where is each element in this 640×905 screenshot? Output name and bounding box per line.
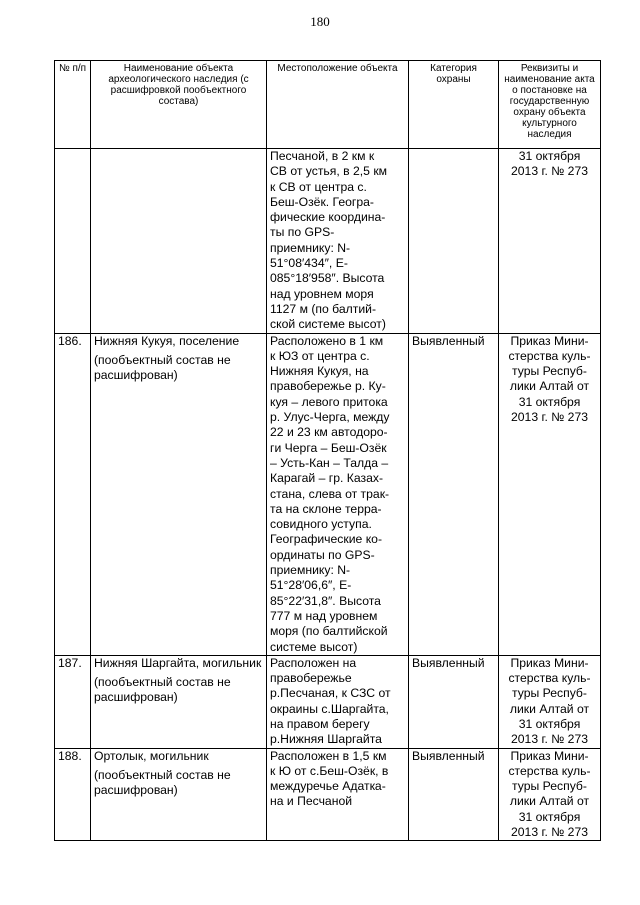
location-line: 085°18′958″. Высота (270, 271, 385, 286)
cell-category: Выявленный (409, 333, 499, 655)
location-line: 1127 м (по балтий- (270, 301, 377, 316)
object-name: Нижняя Кукуя, поселение (94, 333, 240, 348)
location-line: ты по GPS- (270, 225, 335, 240)
requisites-line: 2013 г. № 273 (510, 410, 589, 425)
location-line: приемнику: N- (270, 240, 351, 255)
object-name: Ортолык, могильник (94, 748, 209, 763)
location-line: ги Черга – Беш-Озёк (270, 440, 387, 455)
location-line: Песчаной, в 2 км к (270, 149, 375, 163)
table-row (55, 333, 601, 655)
cell-location (267, 149, 409, 334)
requisites-line: лики Алтай от (509, 379, 590, 394)
requisites-line: стерства куль- (508, 348, 591, 363)
heritage-register-table (54, 60, 601, 841)
requisites-line: 31 октября (518, 394, 581, 409)
location-line: моря (по балтийской (270, 624, 388, 639)
cell-requisites (499, 149, 601, 334)
location-line: правобережье р. Ку- (270, 379, 386, 394)
object-note: (пообъектный состав не расшифрован) (94, 767, 231, 798)
requisites-line: стерства куль- (508, 763, 591, 778)
location-line: куя – левого притока (270, 394, 388, 409)
cell-num: 188. (55, 748, 91, 841)
requisites-line: туры Респуб- (512, 364, 587, 379)
location-line: над уровнем моря (270, 286, 374, 301)
table-row (55, 748, 601, 841)
page-number: 180 (310, 14, 330, 29)
location-line: Беш-Озёк. Геогра- (270, 194, 374, 209)
cell-name (91, 748, 267, 841)
header-num: № п/п (55, 61, 91, 149)
requisites-line: 31 октября (518, 809, 581, 824)
header-requisites: Реквизиты и наименование акта о постановке на государственную охрану объекта культурного наследия (499, 61, 601, 149)
location-line: Нижняя Кукуя, на (270, 364, 369, 379)
location-line: Расположен в 1,5 км (270, 748, 387, 763)
cell-location (267, 333, 409, 655)
location-line: приемнику: N- (270, 563, 351, 578)
location-line: та на склоне терра- (270, 501, 382, 516)
location-line: ской системе высот) (270, 317, 386, 332)
requisites-line: 2013 г. № 273 (510, 732, 589, 747)
location-line: р.Песчаная, к СЗС от (270, 686, 391, 701)
cell-name (91, 149, 267, 334)
location-line: р. Улус-Черга, между (270, 410, 390, 425)
cell-requisites (499, 748, 601, 841)
cell-category: Выявленный (409, 655, 499, 748)
requisites-line: 2013 г. № 273 (510, 164, 589, 179)
requisites-line: лики Алтай от (509, 701, 590, 716)
location-line: к ЮЗ от центра с. (270, 348, 370, 363)
cell-num (55, 149, 91, 334)
location-line: фические координа- (270, 210, 386, 225)
requisites-line: 31 октября (518, 149, 581, 163)
location-line: междуречье Адаткa- (270, 779, 386, 794)
requisites-line: лики Алтай от (509, 794, 590, 809)
location-line: к Ю от с.Беш-Озёк, в (270, 763, 389, 778)
location-line: окраины с.Шаргайта, (270, 701, 389, 716)
location-line: на и Песчаной (270, 794, 353, 809)
location-line: Карагай – гр. Казах- (270, 471, 384, 486)
requisites-line: туры Респуб- (512, 779, 587, 794)
cell-num: 187. (55, 655, 91, 748)
location-line: СВ от устья, в 2,5 км (270, 164, 388, 179)
location-line: системе высот) (270, 639, 358, 654)
location-line: к СВ от центра с. (270, 179, 367, 194)
object-name: Нижняя Шаргайта, могильник (94, 655, 262, 670)
requisites-line: стерства куль- (508, 671, 591, 686)
object-note: (пообъектный состав не расшифрован) (94, 352, 231, 383)
location-line: Географические ко- (270, 532, 383, 547)
requisites-line: Приказ Мини- (510, 655, 589, 670)
cell-location (267, 748, 409, 841)
table-row-continuation (55, 149, 601, 334)
object-note: (пообъектный состав не расшифрован) (94, 675, 231, 705)
cell-category (409, 149, 499, 334)
location-line: 85°22′31,8″. Высота (270, 593, 381, 608)
cell-requisites (499, 655, 601, 748)
table-row (55, 655, 601, 748)
cell-num: 186. (55, 333, 91, 655)
requisites-line: 2013 г. № 273 (510, 825, 589, 840)
location-line: р.Нижняя Шаргайта (270, 732, 382, 747)
header-location: Местоположение объекта (267, 61, 409, 149)
location-line: совидного уступа. (270, 517, 372, 532)
location-line: ординаты по GPS- (270, 547, 375, 562)
cell-requisites (499, 333, 601, 655)
requisites-line: 31 октября (518, 716, 581, 731)
cell-name (91, 333, 267, 655)
location-line: на правом берегу (270, 716, 370, 731)
requisites-line: туры Респуб- (512, 686, 587, 701)
location-line: Расположено в 1 км (270, 333, 384, 348)
header-row (55, 61, 601, 149)
location-line: 777 м над уровнем (270, 608, 378, 623)
header-name: Наименование объекта археологического наследия (с расшифровкой пообъектного состава) (91, 61, 267, 149)
requisites-line: Приказ Мини- (510, 333, 589, 348)
location-line: Расположен на (270, 655, 357, 670)
cell-name (91, 655, 267, 748)
location-line: – Усть-Кан – Талда – (270, 455, 389, 470)
requisites-line: Приказ Мини- (510, 748, 589, 763)
location-line: 22 и 23 км автодоро- (270, 425, 388, 440)
location-line: стана, слева от трак- (270, 486, 390, 501)
location-line: 51°08′434″, E- (270, 256, 348, 271)
header-category: Категория охраны (409, 61, 499, 149)
location-line: правобережье (270, 671, 352, 686)
cell-category: Выявленный (409, 748, 499, 841)
location-line: 51°28′06,6″, E- (270, 578, 352, 593)
cell-location (267, 655, 409, 748)
